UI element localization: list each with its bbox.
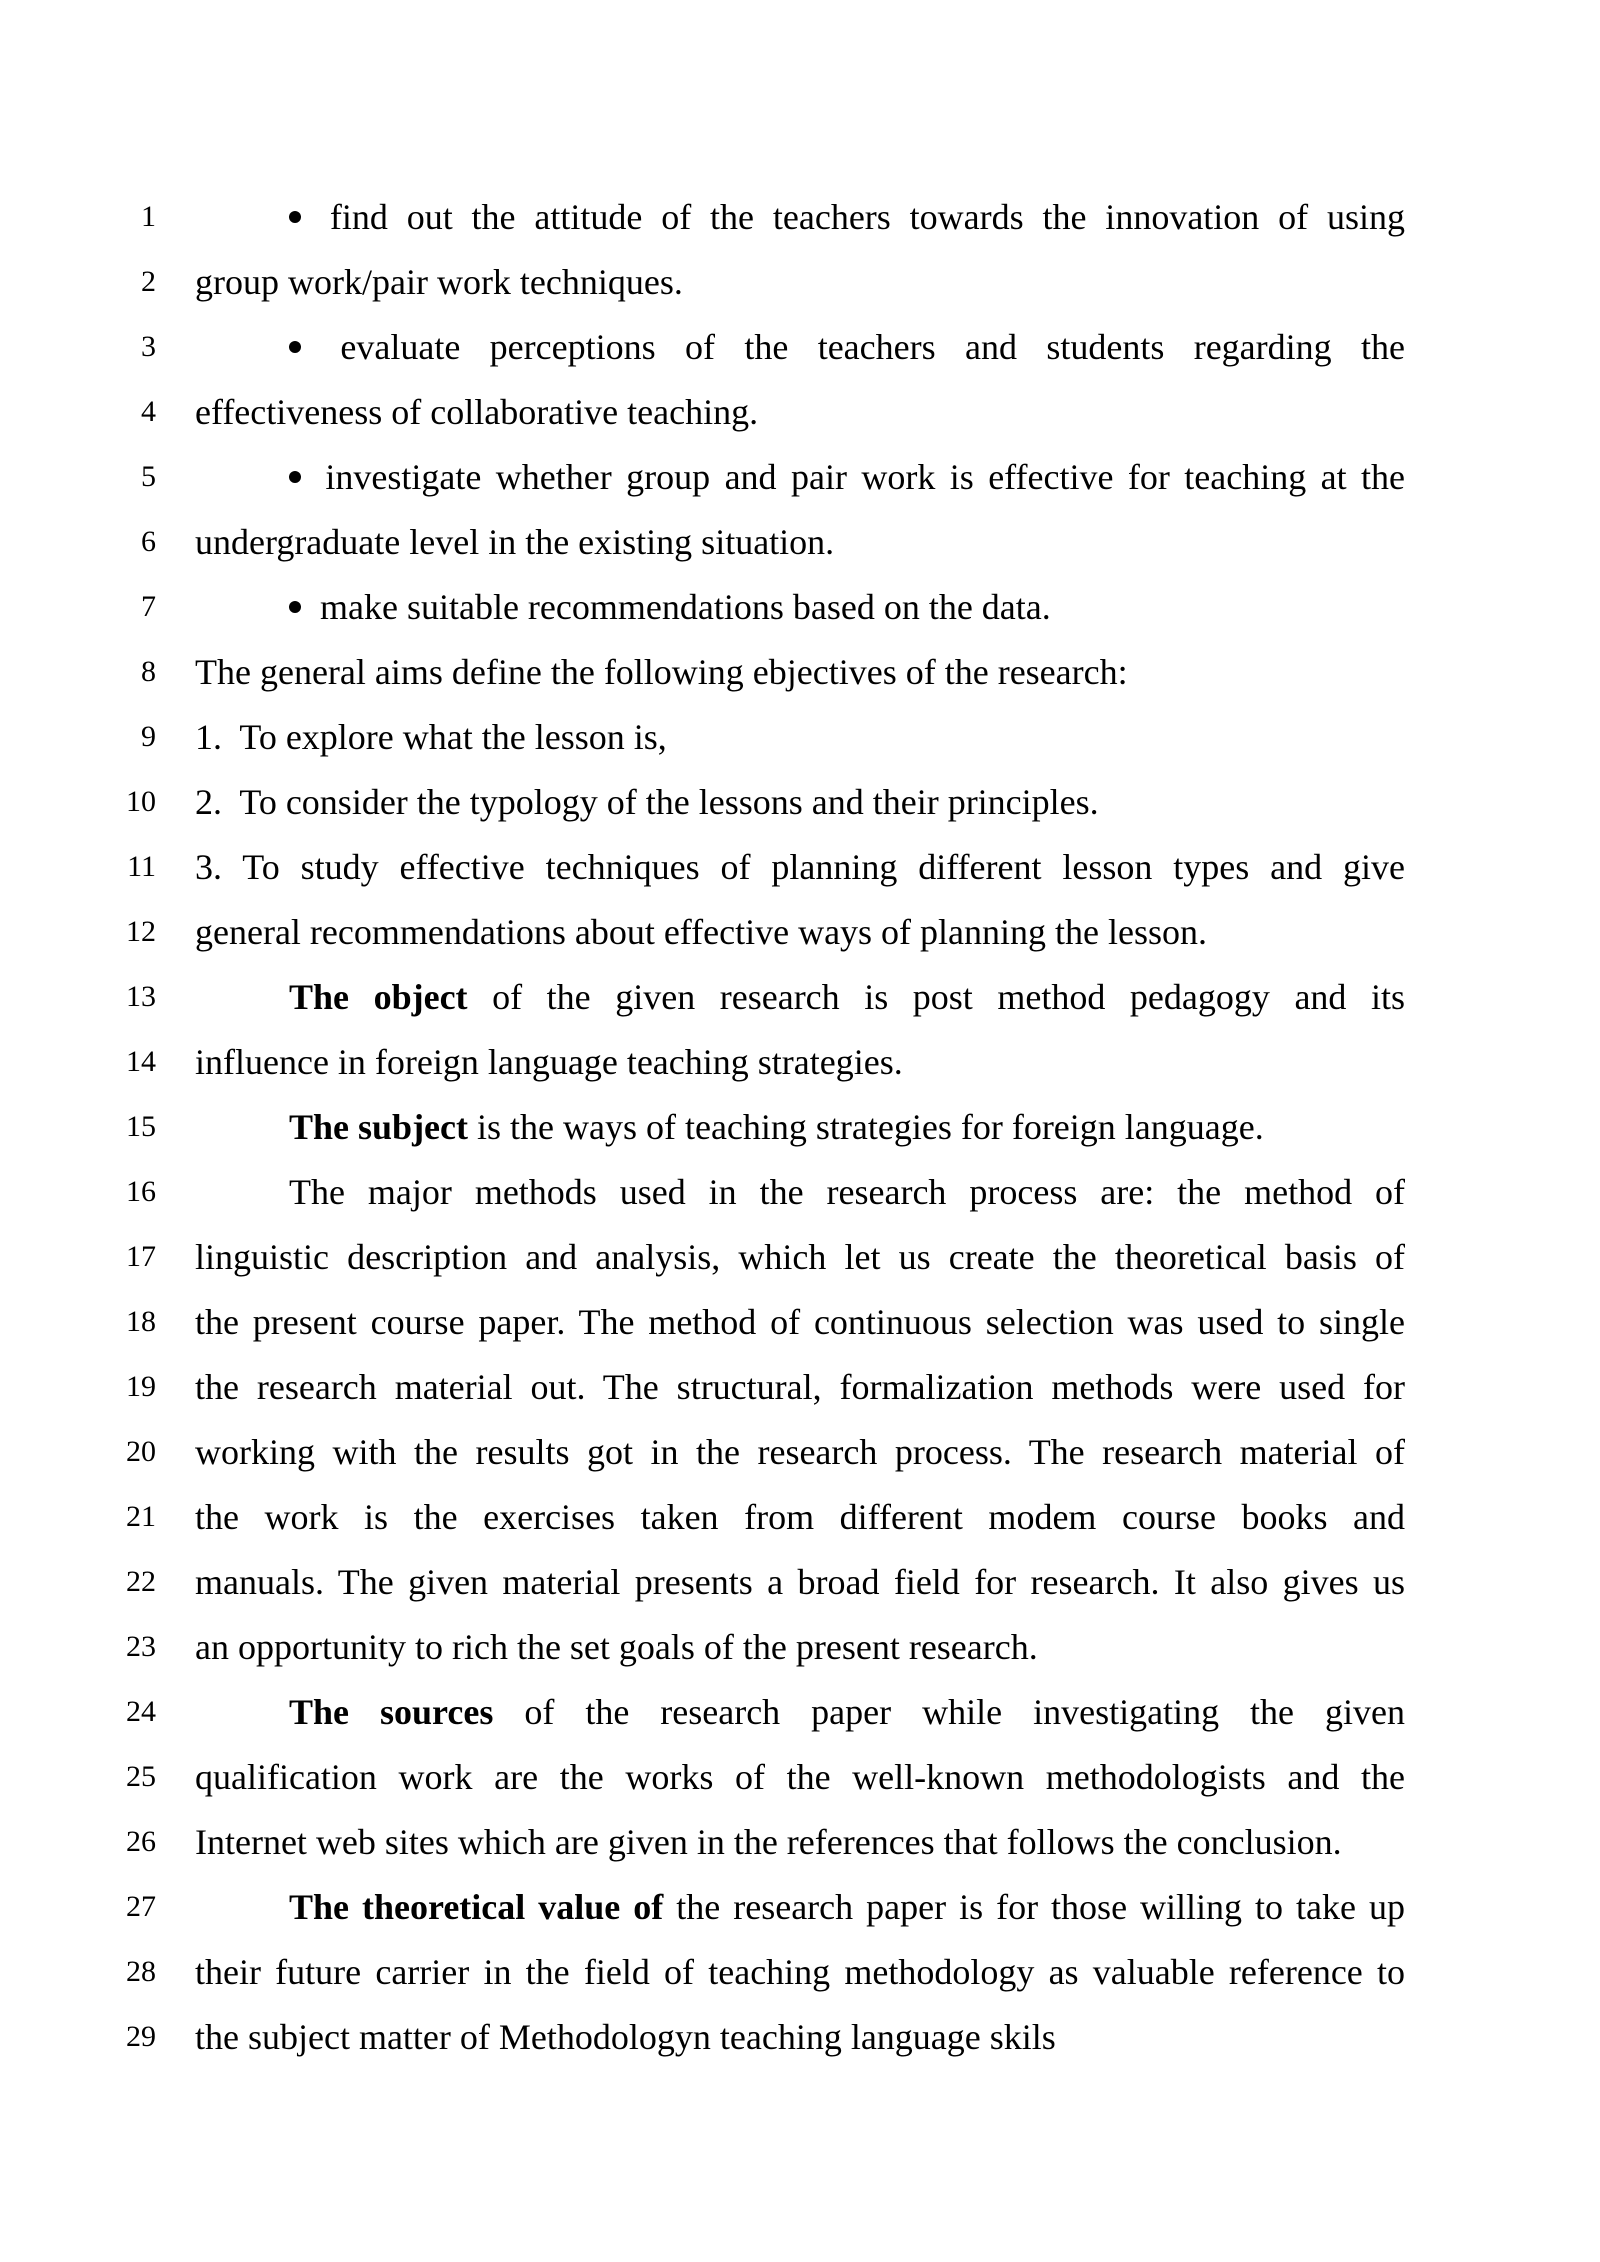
- line-26: [0, 1814, 1600, 1870]
- line-number: 12: [126, 915, 156, 948]
- line-15: [0, 1099, 1600, 1155]
- line-number: 25: [126, 1760, 156, 1793]
- line-2: [0, 254, 1600, 310]
- line-number: 29: [126, 2020, 156, 2053]
- line-number: 1: [141, 200, 156, 233]
- line-text: the research material out. The structural, formalization methods were used for: [195, 1367, 1405, 1407]
- line-28: [0, 1944, 1600, 2000]
- line-number: 17: [126, 1240, 156, 1273]
- line-number: 4: [141, 395, 156, 428]
- line-27: [0, 1879, 1600, 1935]
- line-18: [0, 1294, 1600, 1350]
- line-text: find out the attitude of the teachers towards the innovation of using: [289, 189, 1405, 245]
- line-text: The theoretical value of the research paper is for those willing to take up: [289, 1887, 1405, 1927]
- line-number: 10: [126, 785, 156, 818]
- line-text: qualification work are the works of the well-known methodologists and the: [195, 1757, 1405, 1797]
- line-text: the present course paper. The method of continuous selection was used to single: [195, 1302, 1405, 1342]
- line-text: 3. To study effective techniques of planning different lesson types and give: [195, 847, 1405, 887]
- line-text: group work/pair work techniques.: [195, 262, 683, 302]
- line-text: make suitable recommendations based on the data.: [289, 579, 1405, 635]
- line-text: effectiveness of collaborative teaching.: [195, 392, 759, 432]
- line-text: 2. To consider the typology of the lessons and their principles.: [195, 782, 1099, 822]
- bullet-icon: [289, 579, 311, 601]
- line-number: 8: [141, 655, 156, 688]
- bold-term: The object: [289, 977, 468, 1017]
- line-number: 2: [141, 265, 156, 298]
- line-text: working with the results got in the research process. The research material of: [195, 1432, 1405, 1472]
- line-text: their future carrier in the field of teaching methodology as valuable reference to: [195, 1952, 1405, 1992]
- line-number: 6: [141, 525, 156, 558]
- line-text: undergraduate level in the existing situation.: [195, 522, 835, 562]
- line-number: 28: [126, 1955, 156, 1988]
- line-text: influence in foreign language teaching strategies.: [195, 1042, 903, 1082]
- bullet-icon: [289, 189, 311, 211]
- line-12: [0, 904, 1600, 960]
- line-number: 16: [126, 1175, 156, 1208]
- line-text: The subject is the ways of teaching strategies for foreign language.: [289, 1107, 1264, 1147]
- line-text: investigate whether group and pair work is effective for teaching at the: [289, 449, 1405, 505]
- line-text: the subject matter of Methodologyn teaching language skils: [195, 2017, 1056, 2057]
- bullet-icon: [289, 449, 311, 471]
- line-number: 5: [141, 460, 156, 493]
- line-6: [0, 514, 1600, 570]
- line-7: [0, 579, 1600, 635]
- line-number: 9: [141, 720, 156, 753]
- line-22: [0, 1554, 1600, 1610]
- line-number: 19: [126, 1370, 156, 1403]
- bold-term: The sources: [289, 1692, 494, 1732]
- line-4: [0, 384, 1600, 440]
- line-20: [0, 1424, 1600, 1480]
- line-text: 1. To explore what the lesson is,: [195, 717, 667, 757]
- line-number: 7: [141, 590, 156, 623]
- line-1: [0, 189, 1600, 245]
- line-29: [0, 2009, 1600, 2065]
- line-25: [0, 1749, 1600, 1805]
- line-text: evaluate perceptions of the teachers and students regarding the: [289, 319, 1405, 375]
- line-24: [0, 1684, 1600, 1740]
- line-text: linguistic description and analysis, which let us create the theoretical basis of: [195, 1237, 1405, 1277]
- line-number: 3: [141, 330, 156, 363]
- line-text: The general aims define the following ebjectives of the research:: [195, 652, 1128, 692]
- line-number: 13: [126, 980, 156, 1013]
- line-text: The major methods used in the research process are: the method of: [289, 1172, 1405, 1212]
- line-number: 15: [126, 1110, 156, 1143]
- line-number: 11: [127, 850, 156, 883]
- line-8: [0, 644, 1600, 700]
- line-23: [0, 1619, 1600, 1675]
- line-number: 22: [126, 1565, 156, 1598]
- line-10: [0, 774, 1600, 830]
- line-number: 27: [126, 1890, 156, 1923]
- line-17: [0, 1229, 1600, 1285]
- line-number: 21: [126, 1500, 156, 1533]
- line-9: [0, 709, 1600, 765]
- line-text: the work is the exercises taken from different modem course books and: [195, 1497, 1405, 1537]
- line-text: an opportunity to rich the set goals of the present research.: [195, 1627, 1038, 1667]
- line-text: manuals. The given material presents a broad field for research. It also gives us: [195, 1562, 1405, 1602]
- line-3: [0, 319, 1600, 375]
- line-text: Internet web sites which are given in the references that follows the conclusion.: [195, 1822, 1342, 1862]
- line-13: [0, 969, 1600, 1025]
- line-text: The sources of the research paper while investigating the given: [289, 1692, 1406, 1732]
- line-text: general recommendations about effective ways of planning the lesson.: [195, 912, 1208, 952]
- line-21: [0, 1489, 1600, 1545]
- line-14: [0, 1034, 1600, 1090]
- bold-term: The subject: [289, 1107, 468, 1147]
- bullet-icon: [289, 319, 311, 341]
- line-number: 20: [126, 1435, 156, 1468]
- line-number: 26: [126, 1825, 156, 1858]
- line-number: 24: [126, 1695, 156, 1728]
- line-text: The object of the given research is post method pedagogy and its: [289, 977, 1406, 1017]
- line-11: [0, 839, 1600, 895]
- line-5: [0, 449, 1600, 505]
- line-19: [0, 1359, 1600, 1415]
- line-number: 18: [126, 1305, 156, 1338]
- line-16: [0, 1164, 1600, 1220]
- line-number: 23: [126, 1630, 156, 1663]
- bold-term: The theoretical value of: [289, 1887, 664, 1927]
- line-number: 14: [126, 1045, 156, 1078]
